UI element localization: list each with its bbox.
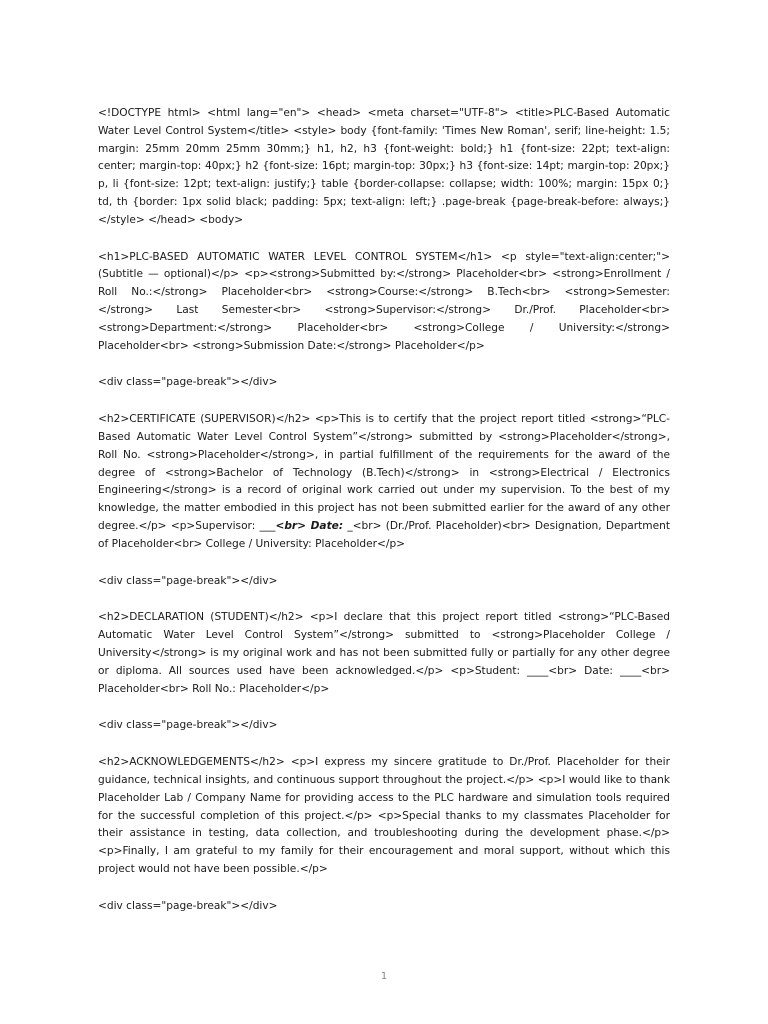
supervisor-suffix: <br> (Dr./Prof. Placeholder)<br> Designation, Department of Placeholder<br> College / University: Placeholder</p> [98, 519, 671, 550]
paragraph-declaration: <h2>DECLARATION (STUDENT)</h2> <p>I declare that this project report titled <strong>“PLC-Based Automatic Water Level Control System”</strong> submitted to <strong>Placeholder College / University</strong> is my original work and has not been submitted fully or partially for any other degree or diploma. All sources used have been acknowledged.</p> <p>Student: ____<br> Date: ____<br> Placeholder<br> Roll No.: Placeholder</p> [98, 611, 670, 695]
paragraph-page-break: <div class="page-break"></div> [98, 574, 278, 587]
paragraph-html-head: <!DOCTYPE html> <html lang="en"> <head> <meta charset="UTF-8"> <title>PLC-Based Automatic Water Level Control System</title> <style> body {font-family: 'Times New Roman', serif; line-height: 1.5; margin: 25mm 20mm 25mm 30mm;} h1, h2, h3 {font-weight: bold;} h1 {font-size: 22pt; text-align: center; margin-top: 40px;} h2 {font-size: 16pt; margin-top: 30px;} h3 {font-size: 14pt; margin-top: 20px;} p, li {font-size: 12pt; text-align: justify;} table {border-collapse: collapse; width: 100%; margin: 15px 0;} td, th {border: 1px solid black; padding: 5px; text-align: left;} .page-break {page-break-before: always;} </style> </head> <body> [98, 107, 670, 226]
paragraph-title-block: <h1>PLC-BASED AUTOMATIC WATER LEVEL CONTROL SYSTEM</h1> <p style="text-align:center;">(Subtitle — optional)</p> <p><strong>Submitted by:</strong> Placeholder<br> <strong>Enrollment / Roll No.:</strong> Placeholder<br> <strong>Course:</strong> B.Tech<br> <strong>Semester:</strong> Last Semester<br> <strong>Supervisor:</strong> Dr./Prof. Placeholder<br> <strong>Department:</strong> Placeholder<br> <strong>College / University:</strong> Placeholder<br> <strong>Submission Date:</strong> Placeholder</p> [98, 250, 670, 352]
supervisor-mid: _ [343, 519, 353, 532]
certificate-text: <h2>CERTIFICATE (SUPERVISOR)</h2> <p>This is to certify that the project report titled <strong>“PLC-Based Automatic Water Level Control System”</strong> submitted by <strong>Placeholder</strong>, Roll No. <strong>Placeholder</strong>, in partial fulfillment of the requirements for the award of the degree of <strong>Bachelor of Technology (B.Tech)</strong> in <strong>Electrical / Electronics Engineering</strong> is a record of original work carried out under my supervision. To the best of my knowledge, the matter embodied in this project has not been submitted earlier for the award of any other degree.</p> [98, 413, 670, 532]
paragraph-page-break: <div class="page-break"></div> [98, 899, 278, 912]
paragraph-page-break: <div class="page-break"></div> [98, 719, 278, 732]
paragraph-page-break: <div class="page-break"></div> [98, 376, 278, 389]
supervisor-date-emphasis: <br> Date: [275, 519, 344, 532]
page-number: 1 [380, 971, 388, 982]
document-body [98, 105, 670, 934]
paragraph-acknowledgements: <h2>ACKNOWLEDGEMENTS</h2> <p>I express my sincere gratitude to Dr./Prof. Placeholder for their guidance, technical insights, and continuous support throughout the project.</p> <p>I would like to thank Placeholder Lab / Company Name for providing access to the PLC hardware and simulation tools required for the successful completion of this project.</p> <p>Special thanks to my classmates Placeholder for their assistance in testing, data collection, and troubleshooting during the development phase.</p> <p>Finally, I am grateful to my family for their encouragement and moral support, without which this project would not have been possible.</p> [98, 756, 670, 875]
supervisor-prefix: <p>Supervisor: ___ [170, 519, 276, 532]
paragraph-certificate [98, 411, 670, 553]
